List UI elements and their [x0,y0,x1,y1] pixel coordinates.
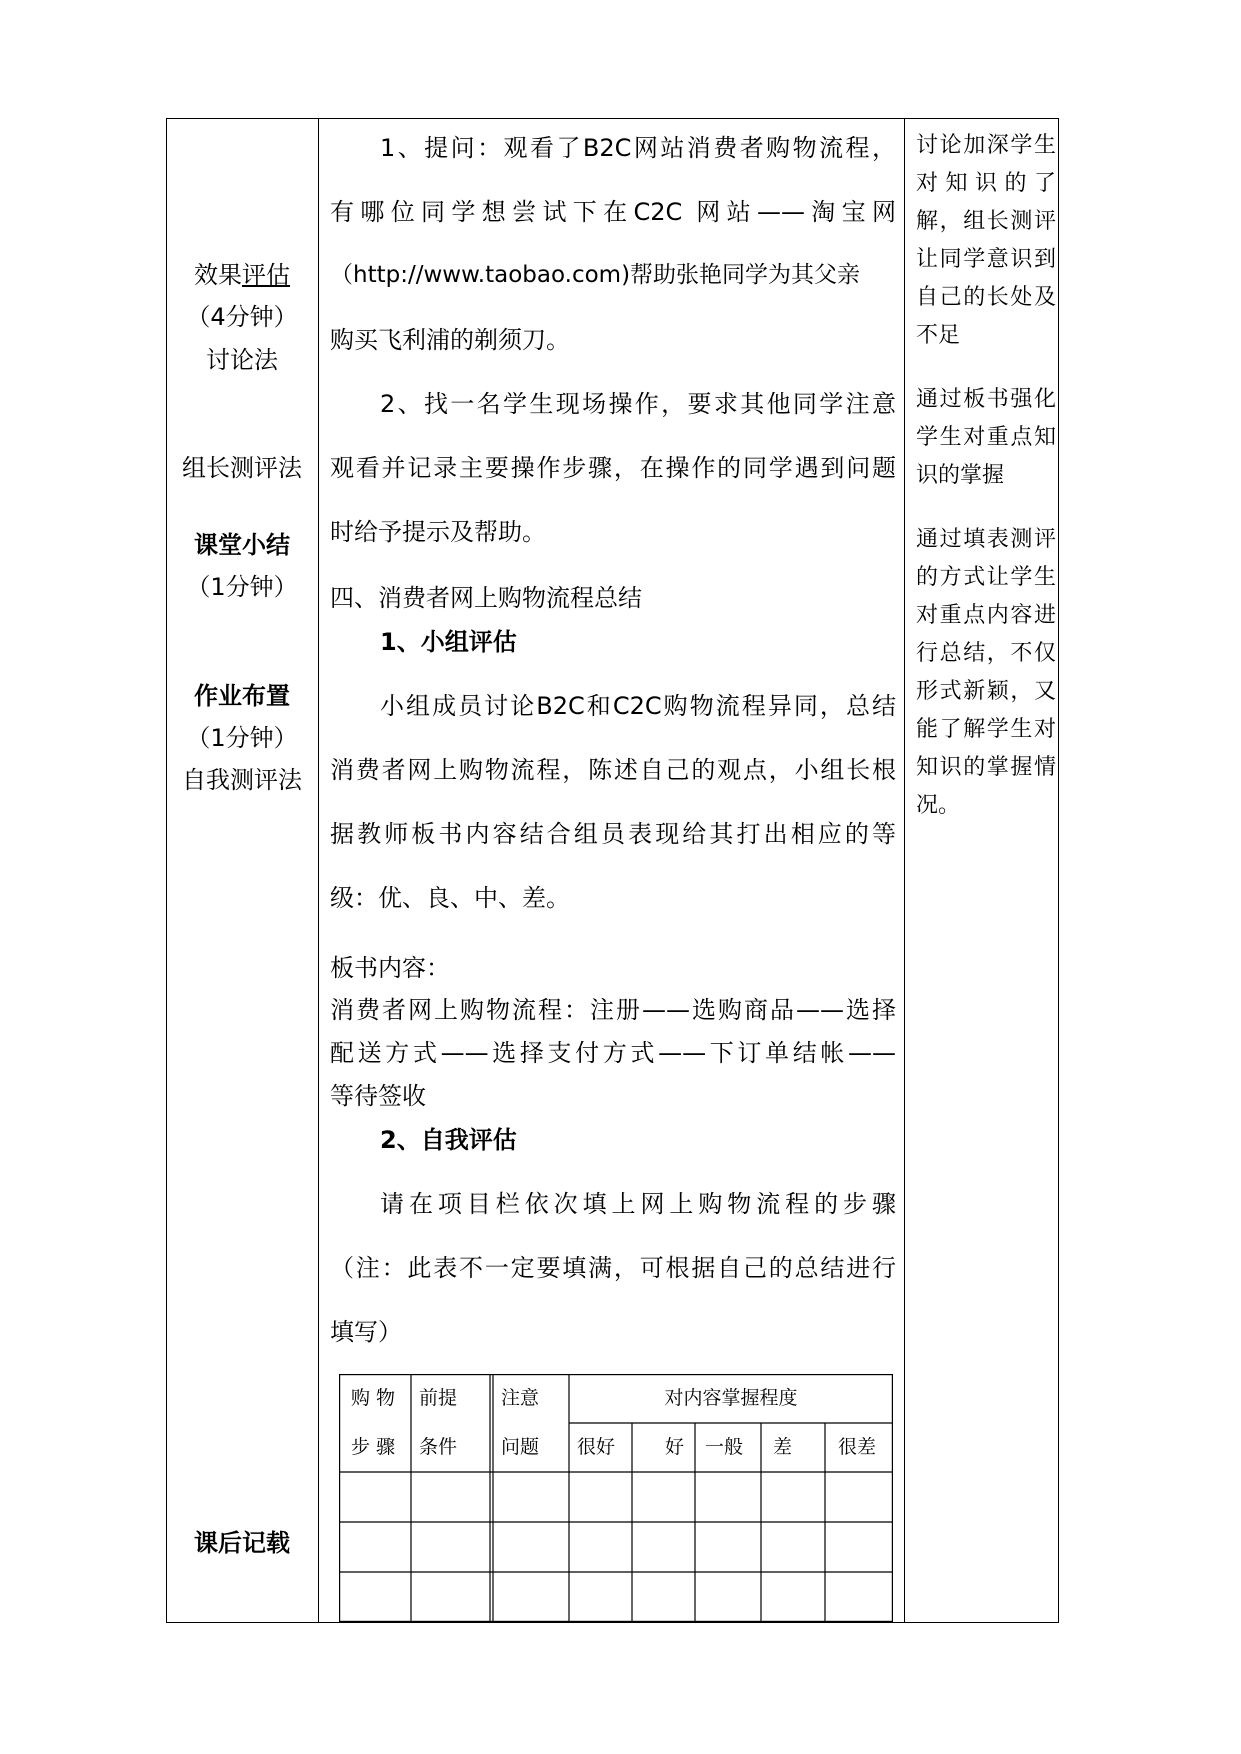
self-eval-method: 自我测评法 [182,766,302,794]
fill-line-2: （注：此表不一定要填满，可根据自己的总结进行 [330,1254,896,1282]
summary-title: 课堂小结 [194,531,290,559]
operate-line-3: 时给予提示及帮助。 [330,518,546,546]
header-mastery: 对内容掌握程度 [664,1387,798,1409]
level-good: 好 [665,1436,685,1458]
header-precondition-b: 条件 [419,1436,458,1458]
board-title: 板书内容： [330,954,450,982]
note1-line-1: 讨论加深学生 [916,133,1056,158]
note1-line-3: 解，组长测评 [916,209,1056,234]
self-eval-table [339,1374,893,1622]
note3-line-6: 能了解学生对 [916,717,1056,742]
column-divider-1 [318,118,319,1623]
note3-line-8: 况。 [916,793,961,818]
question-line-4: 购买飞利浦的剃须刀。 [330,326,570,354]
effect-eval-label: 效果评估 [194,261,290,289]
group-line-4: 级：优、良、中、差。 [330,884,570,912]
self-eval-table-grid [339,1374,893,1622]
operate-line-1: 2、找一名学生现场操作，要求其他同学注意 [380,390,896,418]
note2-line-3: 识的掌握 [916,463,1005,488]
column-divider-2 [904,118,905,1623]
group-eval-title: 1、小组评估 [380,628,517,656]
board-line-2: 配送方式——选择支付方式——下订单结帐—— [330,1039,896,1067]
note3-line-4: 行总结，不仅 [916,641,1056,666]
level-very-poor: 很差 [838,1436,877,1458]
note2-line-1: 通过板书强化 [916,387,1056,412]
note3-line-1: 通过填表测评 [916,527,1056,552]
header-step-a: 购 物 [351,1387,396,1409]
question-line-3: （http://www.taobao.com)帮助张艳同学为其父亲 [330,262,861,288]
homework-title: 作业布置 [194,682,290,710]
header-step-b: 步 骤 [351,1436,396,1458]
fill-line-1: 请在项目栏依次填上网上购物流程的步骤 [380,1190,896,1218]
homework-time: （1分钟） [186,724,298,752]
note3-line-7: 知识的掌握情 [916,755,1056,780]
note1-line-6: 不足 [916,323,961,348]
question-line-2: 有哪位同学想尝试下在C2C 网站——淘宝网 [330,198,896,226]
header-attention-a: 注意 [501,1387,540,1409]
group-line-2: 消费者网上购物流程，陈述自己的观点，小组长根 [330,756,896,784]
question-line-1: 1、提问：观看了B2C网站消费者购物流程， [380,134,896,162]
group-line-3: 据教师板书内容结合组员表现给其打出相应的等 [330,820,896,848]
effect-time: （4分钟） [186,303,298,331]
fill-line-3: 填写） [330,1318,402,1346]
note3-line-2: 的方式让学生 [916,565,1056,590]
level-average: 一般 [705,1436,744,1458]
note3-line-5: 形式新颖，又 [916,679,1056,704]
operate-line-2: 观看并记录主要操作步骤，在操作的同学遇到问题 [330,454,896,482]
self-eval-title: 2、自我评估 [380,1126,517,1154]
effect-method: 讨论法 [206,346,278,374]
after-class-notes: 课后记载 [194,1529,290,1557]
section-four-title: 四、消费者网上购物流程总结 [330,584,642,612]
header-attention-b: 问题 [501,1436,540,1458]
note2-line-2: 学生对重点知 [916,425,1056,450]
group-line-1: 小组成员讨论B2C和C2C购物流程异同，总结 [380,692,896,720]
summary-time: （1分钟） [186,573,298,601]
note1-line-5: 自己的长处及 [916,285,1056,310]
level-poor: 差 [773,1436,793,1458]
leader-eval-method: 组长测评法 [182,454,302,482]
note3-line-3: 对重点内容进 [916,603,1056,628]
note1-line-4: 让同学意识到 [916,247,1056,272]
note1-line-2: 对知识的了 [916,171,1056,196]
header-precondition-a: 前提 [419,1387,458,1409]
level-very-good: 很好 [577,1436,616,1458]
board-line-3: 等待签收 [330,1082,426,1110]
board-line-1: 消费者网上购物流程：注册——选购商品——选择 [330,996,896,1024]
